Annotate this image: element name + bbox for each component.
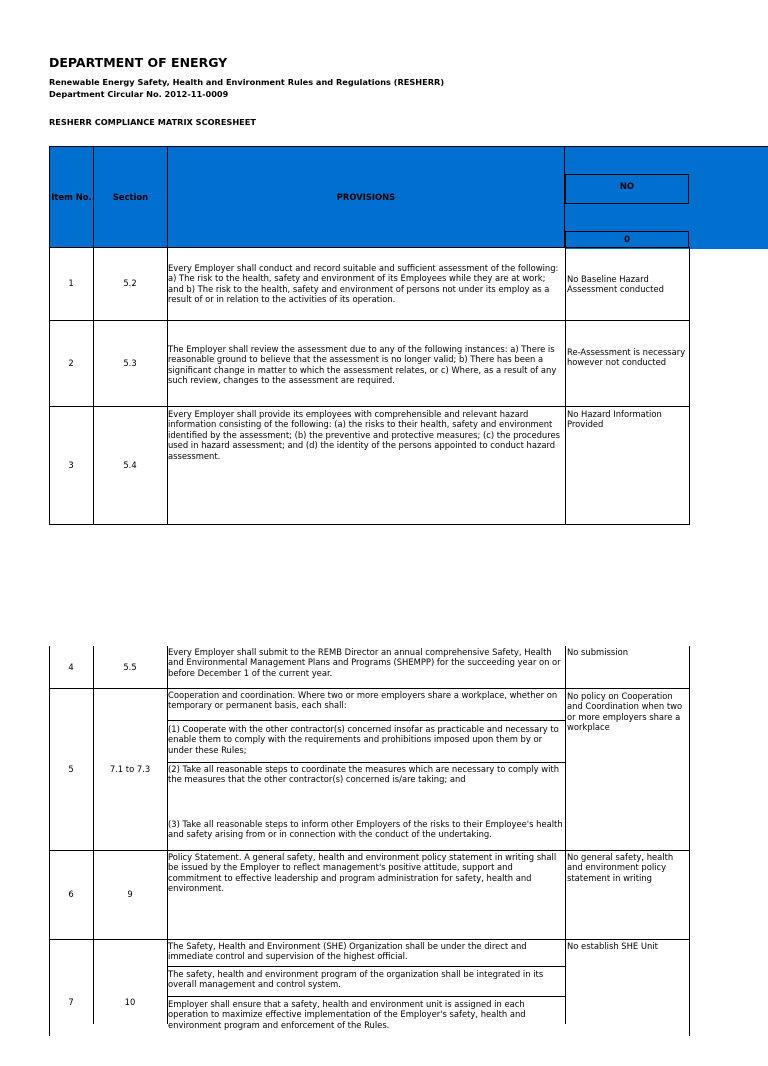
column-header-item-no: Item No. xyxy=(51,191,92,202)
table-row-6-provision: Policy Statement. A general safety, health and environment policy statement in writing shall be issued by the Employer to reflect management's positive attitude, support and commitment to effective leadership and program administration for safety, health and environment. xyxy=(168,852,557,894)
table-row-5-provision-1: Cooperation and coordination. Where two or more employers share a workplace, whether on temporary or permanent basis, each shall: xyxy=(168,690,558,711)
table-row-6-no: No general safety, health and environment policy statement in writing xyxy=(567,852,674,883)
table-row-3-provision: Every Employer shall provide its employees with comprehensible and relevant hazard information consisting of the following: (a) the risks to their health, safety and environment identified by the assessment; (b) the preventive and protective measures; (c) the procedures used in hazard assessment; and (d) the identity of the persons appointed to conduct hazard assessment. xyxy=(168,409,561,461)
table-row-5-no: No policy on Cooperation and Coordination when two or more employers share a workplace xyxy=(567,691,683,733)
column-header-provisions: PROVISIONS xyxy=(336,191,396,202)
table-row-7-no: No establish SHE Unit xyxy=(567,941,658,951)
table-row-7-item: 7 xyxy=(68,997,74,1008)
table-row-3-item: 3 xyxy=(68,460,74,471)
table-row-4-provision: Every Employer shall submit to the REMB Director an annual comprehensive Safety, Health and Environmental Management Plans and Programs (SHEMPP) for the succeeding year on or before December 1 of the current year. xyxy=(168,647,561,678)
table-row-1-item: 1 xyxy=(68,278,74,289)
table-row-4-section: 5.5 xyxy=(123,661,137,672)
table-row-3-section: 5.4 xyxy=(123,460,137,471)
table-row-5-section: 7.1 to 7.3 xyxy=(109,763,151,774)
rules-title: Renewable Energy Safety, Health and Environment Rules and Regulations (RESHERR) xyxy=(49,77,445,87)
table-row-4-no: No submission xyxy=(567,647,629,657)
table-row-3-no: No Hazard Information Provided xyxy=(567,409,662,430)
table-row-7-provision-1: The Safety, Health and Environment (SHE) Organization shall be under the direct and immediate control and supervision of the highest official. xyxy=(168,941,527,962)
table-row-6-section: 9 xyxy=(127,889,133,900)
table-row-4-item: 4 xyxy=(68,661,74,672)
table-row-1-no: No Baseline Hazard Assessment conducted xyxy=(567,274,664,295)
no-count-value: 0 xyxy=(624,234,630,245)
table-row-7-provision-3: Employer shall ensure that a safety, health and environment unit is assigned in each operation to maximize effective implementation of the Employer's safety, health and environment program and enforcement of the Rules. xyxy=(168,999,526,1030)
table-row-1-provision: Every Employer shall conduct and record suitable and sufficient assessment of the following: a) The risk to the health, safety and environment of its Employees while they are at work; and b) The risk to the health, safety and environment of persons not under its employ as a result of or in relation to the activities of its operation. xyxy=(168,263,559,305)
table-row-6-item: 6 xyxy=(68,889,74,900)
department-title: DEPARTMENT OF ENERGY xyxy=(49,55,228,70)
column-header-no: NO xyxy=(619,180,635,191)
circular-number: Department Circular No. 2012-11-0009 xyxy=(49,89,229,99)
table-row-1-section: 5.2 xyxy=(123,278,137,289)
table-row-7-provision-2: The safety, health and environment program of the organization shall be integrated in its overall management and control system. xyxy=(168,969,544,990)
table-row-5-provision-4: (3) Take all reasonable steps to inform other Employers of the risks to their Employee's health and safety arising from or in connection with the conduct of the undertaking. xyxy=(168,819,563,840)
table-row-7-section: 10 xyxy=(124,997,136,1008)
column-header-section: Section xyxy=(112,191,149,202)
table-row-2-provision: The Employer shall review the assessment due to any of the following instances: a) There is reasonable ground to believe that the assessment is no longer valid; b) There has been a significant change in matter to which the assessment relates, or c) Where, as a result of any such review, changes to the assessment are required. xyxy=(168,344,557,386)
table-row-2-no: Re-Assessment is necessary however not conducted xyxy=(567,347,686,368)
scoresheet-title: RESHERR COMPLIANCE MATRIX SCORESHEET xyxy=(49,117,256,127)
table-row-2-item: 2 xyxy=(68,357,74,368)
table-row-5-item: 5 xyxy=(68,763,74,774)
table-row-5-provision-3: (2) Take all reasonable steps to coordinate the measures which are necessary to comply with the measures that the other contractor(s) concerned is/are taking; and xyxy=(168,764,560,785)
table-row-2-section: 5.3 xyxy=(123,357,137,368)
table-row-5-provision-2: (1) Cooperate with the other contractor(s) concerned insofar as practicable and necessary to enable them to comply with the requirements and prohibitions imposed upon them by or under these Rules; xyxy=(168,724,559,755)
